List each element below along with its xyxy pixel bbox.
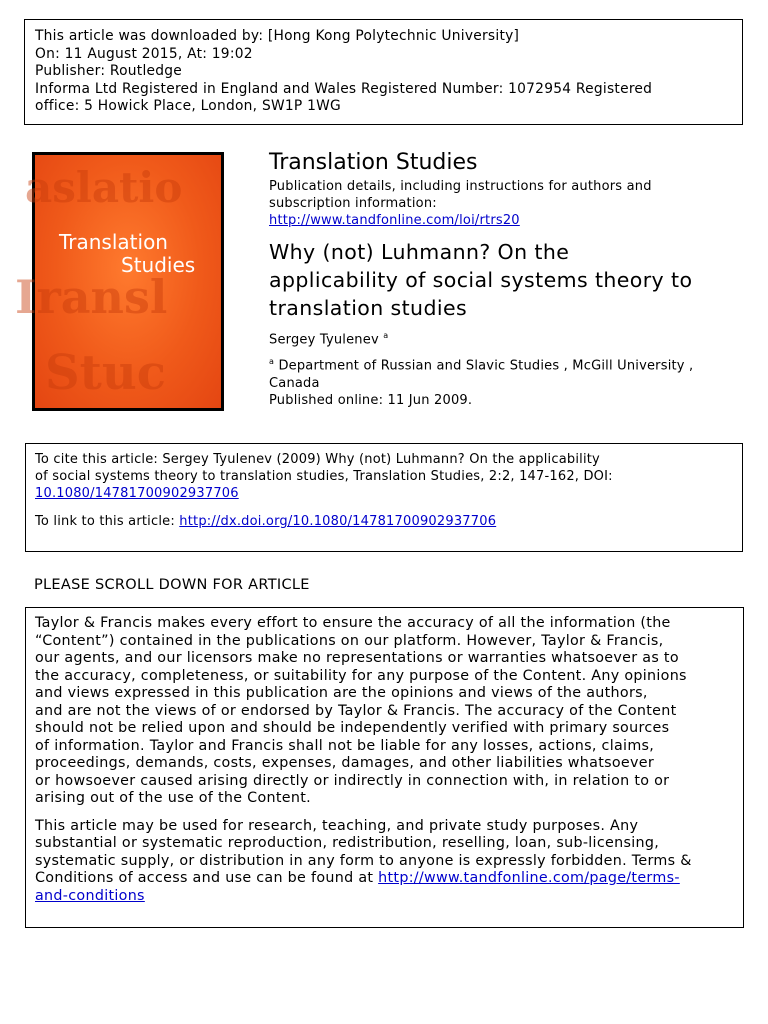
cover-title-line1: Translation bbox=[59, 230, 168, 254]
disclaimer-line: or howsoever caused arising directly or indirectly in connection with, in relation to or bbox=[35, 772, 670, 789]
affiliation-line2: Canada bbox=[269, 375, 320, 391]
journal-details-line2: subscription information: bbox=[269, 196, 437, 211]
disclaimer-paragraph-1 bbox=[35, 615, 743, 808]
article-metadata bbox=[269, 150, 739, 409]
author-superscript: a bbox=[383, 331, 389, 340]
affiliation-text: Department of Russian and Slavic Studies , McGill University , bbox=[274, 358, 694, 374]
author-name: Sergey Tyulenev bbox=[269, 332, 379, 348]
citation-line1: To cite this article: Sergey Tyulenev (2009) Why (not) Luhmann? On the applicability bbox=[35, 452, 600, 467]
article-doi-url-link[interactable]: http://dx.doi.org/10.1080/14781700902937706 bbox=[179, 514, 497, 529]
disclaimer-line: and are not the views of or endorsed by Taylor & Francis. The accuracy of the Content bbox=[35, 702, 677, 719]
disclaimer-line: and views expressed in this publication are the opinions and views of the authors, bbox=[35, 685, 648, 701]
office-line: office: 5 Howick Place, London, SW1P 1WG bbox=[35, 98, 341, 114]
disclaimer-line: arising out of the use of the Content. bbox=[35, 790, 311, 806]
download-line: This article was downloaded by: [Hong Kong Polytechnic University] bbox=[35, 28, 520, 44]
published-date: Published online: 11 Jun 2009. bbox=[269, 392, 473, 408]
scroll-down-notice: PLEASE SCROLL DOWN FOR ARTICLE bbox=[34, 577, 310, 593]
journal-url-link[interactable]: http://www.tandfonline.com/loi/rtrs20 bbox=[269, 213, 520, 228]
publisher-line: Publisher: Routledge bbox=[35, 63, 183, 79]
doi-link[interactable]: 10.1080/14781700902937706 bbox=[35, 486, 239, 501]
affiliation-superscript: a bbox=[269, 357, 275, 367]
journal-title: Translation Studies bbox=[269, 150, 478, 175]
affiliation-line1 bbox=[269, 353, 739, 374]
article-title-line3: translation studies bbox=[269, 296, 468, 320]
disclaimer-line: our agents, and our licensors make no representations or warranties whatsoever as to bbox=[35, 650, 679, 666]
journal-cover-image bbox=[15, 152, 224, 411]
disclaimer-box bbox=[25, 607, 744, 928]
usage-line: systematic supply, or distribution in any form to anyone is expressly forbidden. Terms & bbox=[35, 852, 692, 869]
disclaimer-line: “Content”) contained in the publications on our platform. However, Taylor & Francis, bbox=[35, 632, 664, 649]
disclaimer-line: should not be relied upon and should be independently verified with primary sources bbox=[35, 720, 670, 736]
terms-conditions-link[interactable]: http://www.tandfonline.com/page/terms- bbox=[378, 870, 680, 886]
disclaimer-line: of information. Taylor and Francis shall not be liable for any losses, actions, claims, bbox=[35, 737, 655, 754]
usage-line: This article may be used for research, teaching, and private study purposes. Any bbox=[35, 817, 639, 834]
disclaimer-line: Taylor & Francis makes every effort to ensure the accuracy of all the information (the bbox=[35, 615, 671, 631]
download-date-line: On: 11 August 2015, At: 19:02 bbox=[35, 45, 253, 62]
disclaimer-paragraph-2 bbox=[35, 818, 743, 906]
terms-conditions-link-continued[interactable]: and-conditions bbox=[35, 887, 145, 904]
citation-box bbox=[25, 443, 743, 552]
download-info-box bbox=[24, 19, 743, 125]
terms-prefix: Conditions of access and use can be found at bbox=[35, 870, 379, 886]
article-link-line bbox=[35, 513, 742, 530]
registration-line: Informa Ltd Registered in England and Wales Registered Number: 1072954 Registered bbox=[35, 80, 653, 97]
usage-line: substantial or systematic reproduction, redistribution, reselling, loan, sub-licensing, bbox=[35, 835, 660, 851]
article-title-line1: Why (not) Luhmann? On the bbox=[269, 240, 570, 264]
article-title-line2: applicability of social systems theory to bbox=[269, 268, 693, 292]
disclaimer-line: proceedings, demands, costs, expenses, damages, and other liabilities whatsoever bbox=[35, 755, 655, 771]
journal-details-line1: Publication details, including instructions for authors and bbox=[269, 179, 652, 194]
author-line bbox=[269, 327, 739, 348]
article-link-label: To link to this article: bbox=[35, 514, 180, 529]
disclaimer-line: the accuracy, completeness, or suitability for any purpose of the Content. Any opinions bbox=[35, 667, 687, 684]
cover-title-line2: Studies bbox=[121, 253, 196, 277]
citation-line2: of social systems theory to translation studies, Translation Studies, 2:2, 147-162, DOI: bbox=[35, 469, 613, 484]
usage-line-with-link bbox=[35, 870, 743, 888]
article-title bbox=[269, 238, 739, 322]
journal-cover-art: aslatio Iransl Stuc Translation Studies bbox=[35, 155, 221, 408]
